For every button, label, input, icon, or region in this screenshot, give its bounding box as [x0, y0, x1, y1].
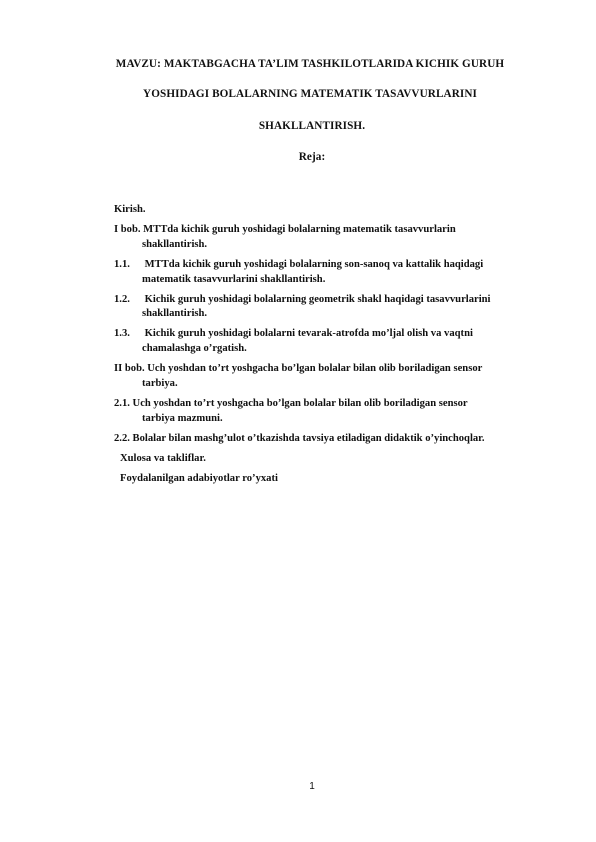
toc-entry-text: 2.2. Bolalar bilan mashg’ulot o’tkazishda tavsiya etiladigan didaktik o’yinchoqlar. [114, 432, 485, 444]
toc-entry-number: 1.3. [114, 328, 130, 340]
toc-entry-number: 1.2. [114, 293, 130, 305]
toc-entry-continuation: shakllantirish. [142, 308, 208, 320]
plan-heading: Reja: [298, 151, 326, 163]
toc-entry-number: 1.1. [114, 258, 130, 270]
toc-entry [114, 452, 554, 467]
toc-entry-text: Kirish. [114, 204, 146, 215]
toc-entry-text: Xulosa va takliflar. [120, 452, 206, 464]
toc-entry-continuation: matematik tasavvurlarini shakllantirish. [142, 273, 326, 285]
toc-entry [114, 258, 554, 288]
toc-entry-text: I bob. MTTda kichik guruh yoshidagi bolalarning matematik tasavvurlarin [114, 223, 456, 235]
toc-entry-text: MTTda kichik guruh yoshidagi bolalarning son-sanoq va kattalik haqidagi [142, 258, 484, 270]
toc-entry [114, 472, 554, 487]
toc-entry-continuation: shakllantirish. [142, 238, 208, 250]
toc-entry-continuation: tarbiya mazmuni. [142, 412, 223, 424]
toc-entry [114, 223, 554, 253]
page-number: 1 [309, 781, 315, 792]
toc-entry-text: Foydalanilgan adabiyotlar ro’yxati [120, 472, 278, 484]
title-line-1: MAVZU: MAKTABGACHA TA’LIM TASHKILOTLARIDA KICHIK GURUH [115, 58, 505, 70]
title-line-2: YOSHIDAGI BOLALARNING MATEMATIK TASAVVURLARINI [143, 88, 477, 100]
toc-entry [114, 293, 554, 323]
toc-entry [114, 327, 554, 357]
toc-entry-text: Kichik guruh yoshidagi bolalarni tevarak-atrofda mo’ljal olish va vaqtni [142, 328, 473, 340]
toc-entry-continuation: tarbiya. [142, 377, 178, 389]
toc-entry-text: 2.1. Uch yoshdan to’rt yoshgacha bo’lgan bolalar bilan olib boriladigan sensor [114, 397, 468, 409]
toc-entry [114, 203, 554, 218]
toc-entry [114, 432, 554, 447]
toc-entry [114, 362, 554, 392]
toc-entry [114, 397, 554, 427]
toc-entry-text: II bob. Uch yoshdan to’rt yoshgacha bo’lgan bolalar bilan olib boriladigan sensor [114, 363, 483, 375]
toc-entry-continuation: chamalashga o’rgatish. [142, 343, 247, 355]
table-of-contents [114, 203, 554, 492]
title-line-3: SHAKLLANTIRISH. [258, 120, 366, 132]
toc-entry-text: Kichik guruh yoshidagi bolalarning geometrik shakl haqidagi tasavvurlarini [142, 293, 491, 305]
